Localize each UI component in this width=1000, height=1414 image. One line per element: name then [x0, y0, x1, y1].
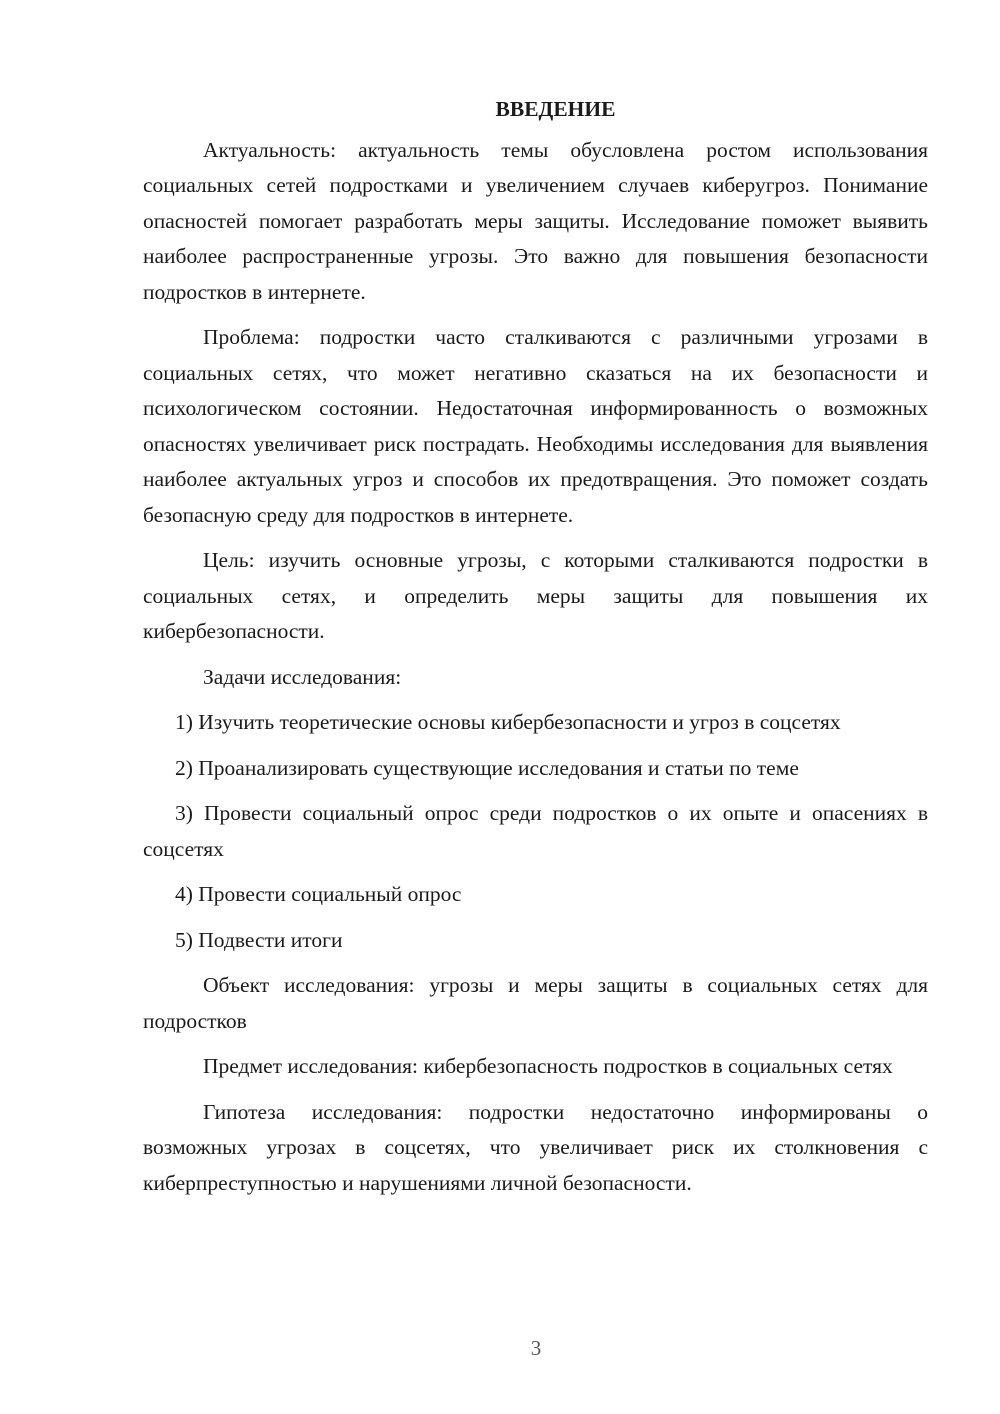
list-item: 5) Подвести итоги [175, 927, 343, 952]
subject-paragraph: Предмет исследования: кибербезопасность подростков в социальных сетях [203, 1054, 893, 1078]
tasks-list [143, 705, 928, 958]
hypothesis-paragraph: Гипотеза исследования: подростки недостаточно информированы о возможных угрозах в соцсетях, что увеличивает риск их столкновения с киберпреступностью и нарушениями личной безопасности. [143, 1099, 928, 1195]
relevance-paragraph: Актуальность: актуальность темы обусловлена ростом использования социальных сетей подростками и увеличением случаев киберугроз. Понимание опасностей помогает разработать меры защиты. Исследование поможет выявить наиболее распространенные угрозы. Это важно для повышения безопасности подростков в интернете. [143, 137, 928, 304]
list-item: 1) Изучить теоретические основы кибербезопасности и угроз в соцсетях [175, 710, 841, 734]
object-paragraph: Объект исследования: угрозы и меры защиты в социальных сетях для подростков [143, 973, 928, 1033]
list-item: 2) Проанализировать существующие исследования и статьи по теме [175, 755, 799, 780]
goal-paragraph: Цель: изучить основные угрозы, с которыми сталкиваются подростки в социальных сетях, и определить меры защиты для повышения их кибербезопасности. [143, 548, 928, 643]
problem-paragraph: Проблема: подростки часто сталкиваются с различными угрозами в социальных сетях, что может негативно сказаться на их безопасности и психологическом состоянии. Недостаточная информированность о возможных опасностях увеличивает риск пострадать. Необходимы исследования для выявления наиболее актуальных угроз и способов их предотвращения. Это поможет создать безопасную среду для подростков в интернете. [143, 325, 928, 527]
list-item: 3) Провести социальный опрос среди подростков о их опыте и опасениях в соцсетях [143, 801, 928, 861]
tasks-title: Задачи исследования: [203, 664, 402, 689]
page-title: ВВЕДЕНИЕ [495, 97, 616, 121]
page-number: 3 [530, 1336, 542, 1360]
list-item: 4) Провести социальный опрос [175, 882, 462, 906]
document-page [143, 92, 928, 1211]
